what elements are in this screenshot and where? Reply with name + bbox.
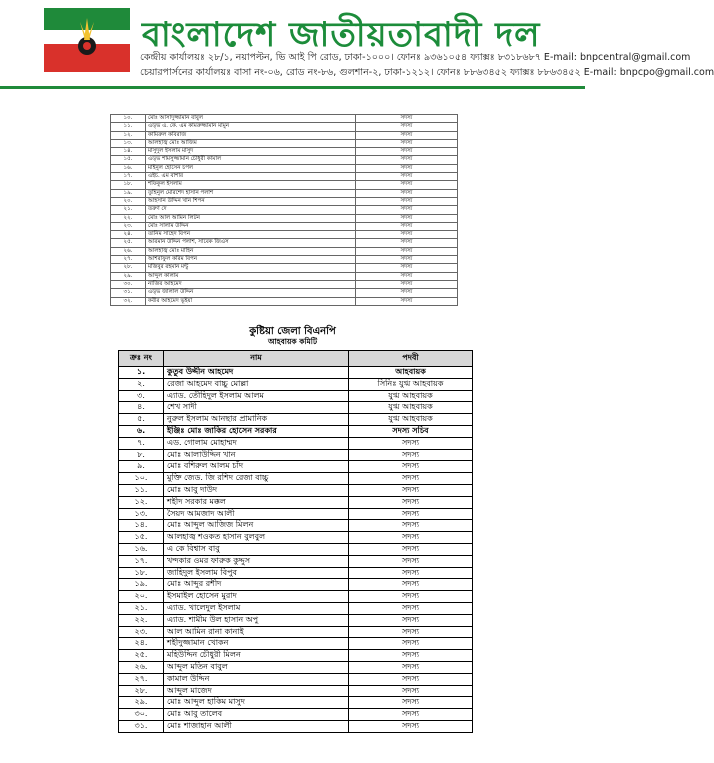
table-row [111, 123, 458, 131]
serial-cell: ৩১. [111, 289, 146, 297]
serial-cell: ৫. [119, 414, 164, 426]
table-row [119, 650, 473, 662]
name-cell: মোঃ আব্দুর রশীদ [164, 579, 349, 591]
position-cell: সদস্য [349, 496, 473, 508]
table-row [111, 247, 458, 255]
name-cell: মজিবুর রহমান মন্টু [146, 264, 356, 272]
table-row [119, 473, 473, 485]
serial-cell: ২৬. [111, 247, 146, 255]
name-cell: এ্যাড. খালেদুল ইসলাম [164, 602, 349, 614]
position-cell: সদস্য [356, 222, 458, 230]
section-title: কুষ্টিয়া জেলা বিএনপি [249, 326, 336, 337]
name-cell: আরমান উদ্দিন পলাশ, সাবেক জিএস [146, 239, 356, 247]
table-header-row [119, 351, 473, 367]
serial-cell: ১৭. [119, 555, 164, 567]
header-name: নাম [164, 351, 349, 367]
position-cell: সদস্য [349, 484, 473, 496]
chairperson-office-address: চেয়ারপার্সনের কার্যালয়ঃ বাসা নং-০৬, রোড নং-৮৬, গুলশান-২, ঢাকা-১২১২। ফোনঃ ৮৮৬৩৪৫২ ফ্যাক্সঃ ৮৮৬৩৪৫২ E-mail: bnpcpo@gmail.com [140, 67, 714, 78]
serial-cell: ২৪. [111, 231, 146, 239]
position-cell: সদস্য [349, 591, 473, 603]
serial-cell: ১৭. [111, 173, 146, 181]
table-row [119, 602, 473, 614]
name-cell: মোঃ আলাউদ্দিন খান [164, 449, 349, 461]
name-cell: মোঃ আল আমিন লিটন [146, 214, 356, 222]
serial-cell: ১১. [119, 484, 164, 496]
table-row [119, 709, 473, 721]
serial-cell: ১০. [111, 115, 146, 123]
table-row [119, 390, 473, 402]
serial-cell: ২০. [111, 197, 146, 205]
position-cell: সদস্য [356, 189, 458, 197]
position-cell: সদস্য [349, 555, 473, 567]
table-row [111, 239, 458, 247]
position-cell: সদস্য [356, 280, 458, 288]
serial-cell: ১৯. [111, 189, 146, 197]
position-cell: সদস্য [356, 256, 458, 264]
table-row [111, 189, 458, 197]
table-row [111, 164, 458, 172]
name-cell: তরুণ দে [146, 206, 356, 214]
name-cell: ইসমাইল হোসেন মুরাদ [164, 591, 349, 603]
name-cell: কামাল উদ্দিন [164, 673, 349, 685]
name-cell: আহসান উদ্দিন খান শিপন [146, 197, 356, 205]
name-cell: আব্দুল মাজেদ [164, 685, 349, 697]
table-row [119, 614, 473, 626]
serial-cell: ২১. [111, 206, 146, 214]
serial-cell: ৩. [119, 390, 164, 402]
name-cell: মোঃ সালাম উদ্দিন [146, 222, 356, 230]
table-row [119, 543, 473, 555]
serial-cell: ৭. [119, 437, 164, 449]
position-cell: সদস্য [349, 626, 473, 638]
table-row [119, 673, 473, 685]
table-row [111, 197, 458, 205]
table-row [119, 661, 473, 673]
position-cell: আহবায়ক [349, 367, 473, 379]
position-cell: সদস্য [356, 231, 458, 239]
serial-cell: ৬. [119, 425, 164, 437]
table-row [111, 289, 458, 297]
name-cell: এড. গোলাম মোহাম্মদ [164, 437, 349, 449]
name-cell: মোঃ আবু দাউদ [164, 484, 349, 496]
position-cell: সদস্য [349, 473, 473, 485]
name-cell: শেখ সাদী [164, 402, 349, 414]
name-cell: মাইনুল হোসেন চপল [146, 164, 356, 172]
name-cell: কামিরুল কবিরাজ [146, 131, 356, 139]
serial-cell: ৩২. [111, 297, 146, 305]
letterhead [0, 0, 714, 95]
table-row [111, 156, 458, 164]
central-office-address: কেন্দ্রীয় কার্যালয়ঃ ২৮/১, নয়াপল্টন, ভি আই পি রোড, ঢাকা-১০০০। ফোনঃ ৯৩৬১০৫৪ ফ্যাক্সঃ ৮৩১৮৬৮৭ E-mail: bnpcentral@gmail.com [140, 52, 691, 63]
position-cell: সদস্য [356, 181, 458, 189]
table-row [111, 214, 458, 222]
table-row [111, 139, 458, 147]
name-cell: আলহাজ্ব মোঃ মাহিন [146, 247, 356, 255]
position-cell: সদস্য [356, 115, 458, 123]
table-row [119, 449, 473, 461]
serial-cell: ১. [119, 367, 164, 379]
serial-cell: ২৭. [119, 673, 164, 685]
serial-cell: ২৯. [119, 697, 164, 709]
name-cell: এড্ভ শামসুজ্জামান চৌধুরী কামাল [146, 156, 356, 164]
table-row [119, 720, 473, 732]
position-cell: সদস্য [349, 697, 473, 709]
table-row [119, 567, 473, 579]
table-row [119, 579, 473, 591]
serial-cell: ২৮. [111, 264, 146, 272]
section-subtitle: আহবায়ক কমিটি [267, 337, 318, 346]
name-cell: রেজা আহমেদ বাচ্চু মোল্লা [164, 378, 349, 390]
serial-cell: ২০. [119, 591, 164, 603]
position-cell: সদস্য [356, 214, 458, 222]
name-cell: আশরাফুল করিম বিপন [146, 256, 356, 264]
serial-cell: ৩০. [111, 280, 146, 288]
position-cell: সদস্য [349, 614, 473, 626]
name-cell: মোঃ আসাদুজ্জামান বাবুল [146, 115, 356, 123]
name-cell: শহীদুজ্জামান খোকন [164, 638, 349, 650]
serial-cell: ৯. [119, 461, 164, 473]
serial-cell: ৪. [119, 402, 164, 414]
position-cell: যুগ্ম আহবায়ক [349, 414, 473, 426]
serial-cell: ১৬. [111, 164, 146, 172]
serial-cell: ১৯. [119, 579, 164, 591]
table-row [111, 206, 458, 214]
table-row [111, 115, 458, 123]
sheaf-gear-icon [74, 14, 100, 60]
position-cell: সদস্য [349, 437, 473, 449]
name-cell: আল আমিন রানা কানাই [164, 626, 349, 638]
table-row [111, 256, 458, 264]
table-row [111, 181, 458, 189]
name-cell: কবীর আহমেদ ভূইয়া [146, 297, 356, 305]
serial-cell: ১৪. [111, 148, 146, 156]
table-row [119, 437, 473, 449]
table-row [111, 280, 458, 288]
header-position: পদবী [349, 351, 473, 367]
position-cell: সদস্য সচিব [349, 425, 473, 437]
position-cell: সদস্য [349, 650, 473, 662]
name-cell: শহীদ সরকার মক্কল [164, 496, 349, 508]
position-cell: সদস্য [349, 720, 473, 732]
position-cell: সদস্য [356, 297, 458, 305]
name-cell: আব্দুল কালাম [146, 272, 356, 280]
table-row [111, 264, 458, 272]
name-cell: মোঃ আব্দুল হাকিম মাসুদ [164, 697, 349, 709]
table-row [119, 591, 473, 603]
position-cell: সদস্য [349, 508, 473, 520]
table-row [119, 367, 473, 379]
committee-table [118, 350, 473, 733]
position-cell: সদস্য [356, 264, 458, 272]
table-row [111, 173, 458, 181]
table-row [119, 378, 473, 390]
position-cell: সদস্য [356, 173, 458, 181]
serial-cell: ২৫. [111, 239, 146, 247]
position-cell: সদস্য [356, 139, 458, 147]
position-cell: সদস্য [356, 289, 458, 297]
name-cell: মহিউদ্দিন চৌধুরী মিলন [164, 650, 349, 662]
serial-cell: ১৫. [111, 156, 146, 164]
serial-cell: ১৮. [119, 567, 164, 579]
name-cell: আব্দুল মতিন বাবুল [164, 661, 349, 673]
table-row [119, 638, 473, 650]
position-cell: সিনিঃ যুগ্ম আহবায়ক [349, 378, 473, 390]
header-divider [0, 86, 585, 89]
name-cell: মোঃ শাজাহান আলী [164, 720, 349, 732]
serial-cell: ২৫. [119, 650, 164, 662]
name-cell: এইচ. এম বাশার [146, 173, 356, 181]
position-cell: সদস্য [349, 685, 473, 697]
serial-cell: ১৩. [119, 508, 164, 520]
name-cell: তানিম সাহেদ বিপন [146, 231, 356, 239]
position-cell: সদস্য [356, 272, 458, 280]
table-row [111, 148, 458, 156]
name-cell: এড্ভ এ. কে. এম কামরুজ্জামান মামুন [146, 123, 356, 131]
position-cell: সদস্য [349, 520, 473, 532]
name-cell: এ্যাড. শামীম উল হাসান অপু [164, 614, 349, 626]
table-row [119, 532, 473, 544]
header-serial: ক্রঃ নং [119, 351, 164, 367]
serial-cell: ৮. [119, 449, 164, 461]
table-row [111, 131, 458, 139]
name-cell: এড্ভ জালাল উদ্দিন [146, 289, 356, 297]
position-cell: সদস্য [349, 602, 473, 614]
table-row [119, 402, 473, 414]
table-row [119, 414, 473, 426]
table-row [119, 697, 473, 709]
name-cell: ইঞ্জিঃ মোঃ জাকির হোসেন সরকার [164, 425, 349, 437]
name-cell: মোঃ আব্দুল আজিজ মিলন [164, 520, 349, 532]
table-row [119, 484, 473, 496]
serial-cell: ১৩. [111, 139, 146, 147]
name-cell: নাজির আহমেদ [146, 280, 356, 288]
name-cell: জাহিদুল ইসলাম বিপুব [164, 567, 349, 579]
position-cell: সদস্য [349, 579, 473, 591]
name-cell: খন্দকার ওমর ফারুক কুদ্দুস [164, 555, 349, 567]
position-cell: সদস্য [349, 673, 473, 685]
position-cell: সদস্য [349, 461, 473, 473]
position-cell: সদস্য [356, 197, 458, 205]
table-row [111, 231, 458, 239]
serial-cell: ২৩. [111, 222, 146, 230]
serial-cell: ১২. [111, 131, 146, 139]
name-cell: এ্যাড. তৌহিদুল ইসলাম আলম [164, 390, 349, 402]
serial-cell: ১৬. [119, 543, 164, 555]
position-cell: সদস্য [349, 638, 473, 650]
previous-committee-table [110, 114, 458, 306]
serial-cell: ২৬. [119, 661, 164, 673]
serial-cell: ১৮. [111, 181, 146, 189]
table-row [119, 555, 473, 567]
position-cell: যুগ্ম আহবায়ক [349, 390, 473, 402]
name-cell: মুক্তি জেড. জি রশিদ রেজা বাচ্চু [164, 473, 349, 485]
table-row [119, 626, 473, 638]
position-cell: সদস্য [356, 156, 458, 164]
name-cell: মোঃ আবু তালেব [164, 709, 349, 721]
party-name: বাংলাদেশ জাতীয়তাবাদী দল [142, 15, 541, 55]
position-cell: যুগ্ম আহবায়ক [349, 402, 473, 414]
serial-cell: ১৫. [119, 532, 164, 544]
name-cell: আলহাজ্ব মোঃ আজিম [146, 139, 356, 147]
table-row [111, 222, 458, 230]
position-cell: সদস্য [356, 123, 458, 131]
name-cell: আলহাজ্ব শওকত হাসান বুলবুল [164, 532, 349, 544]
serial-cell: ২২. [119, 614, 164, 626]
serial-cell: ২২. [111, 214, 146, 222]
serial-cell: ২৪. [119, 638, 164, 650]
table-row [119, 508, 473, 520]
serial-cell: ২১. [119, 602, 164, 614]
serial-cell: ১১. [111, 123, 146, 131]
serial-cell: ১০. [119, 473, 164, 485]
serial-cell: ২৮. [119, 685, 164, 697]
serial-cell: ১২. [119, 496, 164, 508]
name-cell: নুরুল ইসলাম আনছার প্রামানিক [164, 414, 349, 426]
serial-cell: ২৭. [111, 256, 146, 264]
table-row [119, 685, 473, 697]
serial-cell: ১৪. [119, 520, 164, 532]
table-row [111, 297, 458, 305]
serial-cell: ৩১. [119, 720, 164, 732]
table-row [111, 272, 458, 280]
position-cell: সদস্য [356, 206, 458, 214]
position-cell: সদস্য [356, 131, 458, 139]
serial-cell: ২. [119, 378, 164, 390]
serial-cell: ৩০. [119, 709, 164, 721]
position-cell: সদস্য [349, 532, 473, 544]
name-cell: সৈয়দ আমজাদ আলী [164, 508, 349, 520]
serial-cell: ২৯. [111, 272, 146, 280]
name-cell: মোঃ বশিরুল আলম চাঁদ [164, 461, 349, 473]
position-cell: সদস্য [356, 247, 458, 255]
table-row [119, 520, 473, 532]
name-cell: শফিকুল ইসলাম [146, 181, 356, 189]
serial-cell: ২৩. [119, 626, 164, 638]
position-cell: সদস্য [356, 239, 458, 247]
position-cell: সদস্য [349, 661, 473, 673]
position-cell: সদস্য [349, 449, 473, 461]
table-row [119, 425, 473, 437]
table-row [119, 461, 473, 473]
position-cell: সদস্য [349, 567, 473, 579]
position-cell: সদস্য [356, 148, 458, 156]
name-cell: এ কে বিশ্বাস বাবু [164, 543, 349, 555]
name-cell: কুতুব উদ্দীন আহমেদ [164, 367, 349, 379]
party-logo [44, 8, 130, 72]
position-cell: সদস্য [349, 709, 473, 721]
table-row [119, 496, 473, 508]
position-cell: সদস্য [356, 164, 458, 172]
name-cell: তুহিনুল মোরশেদ হাসান পলাশ [146, 189, 356, 197]
name-cell: মাসুদুল ইসলাম মাসুদ [146, 148, 356, 156]
position-cell: সদস্য [349, 543, 473, 555]
